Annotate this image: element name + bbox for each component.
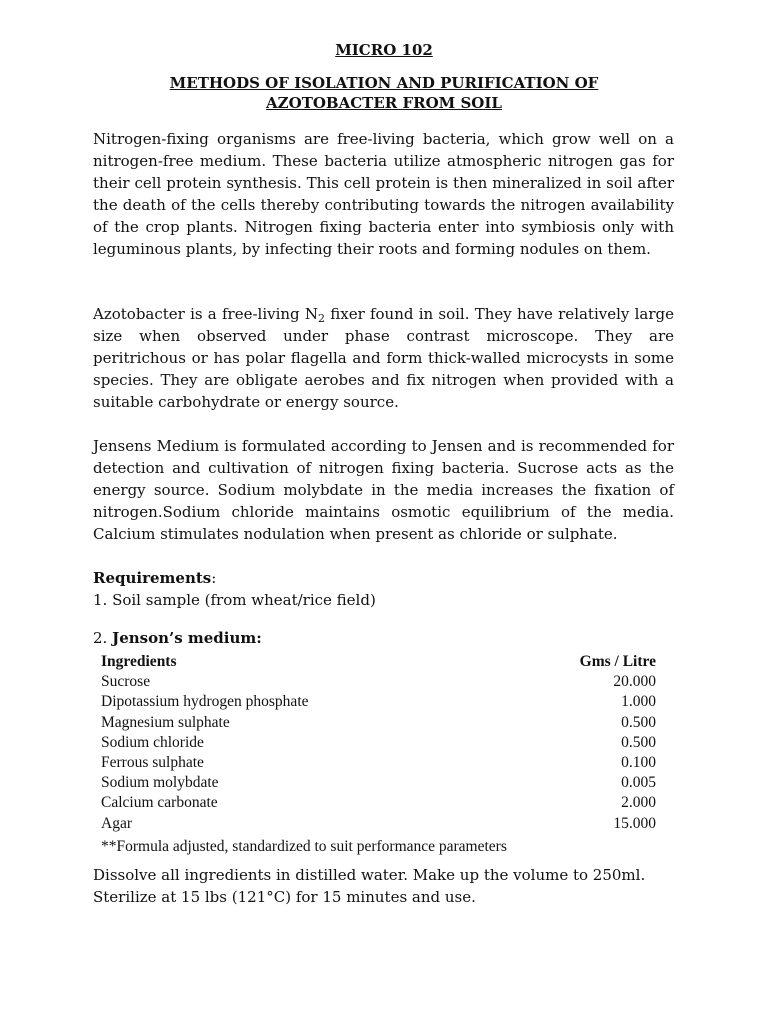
requirements-heading — [93, 567, 216, 589]
ingredient-amount: 2.000 — [621, 794, 656, 812]
ingredient-amount: 15.000 — [613, 814, 656, 832]
document-title — [0, 73, 768, 113]
ingredient-name: Magnesium sulphate — [101, 713, 230, 731]
p2-text-after: fixer found in soil. They have relatively large size when observed under phase contrast microscope. They are peritrichous or has polar flagella and form thick-walled microcysts in some species. They are obligate aerobes and fix nitrogen when provided with a suitable carbohydrate or energy source. — [93, 305, 674, 411]
requirement-item-2-number: 2. — [93, 629, 113, 647]
ingredient-name: Sodium chloride — [101, 733, 204, 751]
instructions-paragraph — [93, 864, 683, 908]
ingredient-name: Ferrous sulphate — [101, 753, 204, 771]
title-line-2: AZOTOBACTER FROM SOIL — [266, 94, 502, 112]
requirement-item-2 — [93, 627, 262, 649]
requirements-colon: : — [211, 569, 217, 587]
ingredient-name: Sucrose — [101, 673, 151, 691]
ingredient-amount: 0.005 — [621, 774, 656, 792]
table-row — [101, 814, 656, 834]
formula-note: **Formula adjusted, standardized to suit performance parameters — [101, 838, 507, 855]
ingredient-name: Agar — [101, 814, 132, 832]
instructions-line-2: Sterilize at 15 lbs (121°C) for 15 minutes and use. — [93, 888, 476, 906]
table-row — [101, 793, 656, 813]
requirements-label: Requirements — [93, 569, 212, 587]
azotobacter-paragraph — [93, 303, 674, 413]
table-row — [101, 713, 656, 733]
requirement-item-1: 1. Soil sample (from wheat/rice field) — [93, 591, 376, 609]
p2-text-before: Azotobacter is a free-living N — [93, 305, 318, 323]
medium-composition-table — [101, 652, 656, 834]
requirement-item-2-label: Jenson’s medium: — [112, 629, 262, 647]
table-row — [101, 692, 656, 712]
ingredient-amount: 0.500 — [621, 733, 656, 751]
amount-column-header: Gms / Litre — [579, 653, 656, 670]
intro-paragraph: Nitrogen-fixing organisms are free-living bacteria, which grow well on a nitrogen-free medium. These bacteria utilize atmospheric nitrogen gas for their cell protein synthesis. This cell protein is then mineralized in soil after the death of the cells thereby contributing towards the nitrogen availability of the crop plants. Nitrogen fixing bacteria enter into symbiosis only with leguminous plants, by infecting their roots and forming nodules on them. — [93, 130, 674, 258]
jensens-medium-paragraph: Jensens Medium is formulated according to Jensen and is recommended for detection and cultivation of nitrogen fixing bacteria. Sucrose acts as the energy source. Sodium molybdate in the media increases the fixation of nitrogen.Sodium chloride maintains osmotic equilibrium of the media. Calcium stimulates nodulation when present as chloride or sulphate. — [93, 437, 674, 543]
table-header-row — [101, 652, 656, 672]
ingredient-name: Dipotassium hydrogen phosphate — [101, 693, 309, 711]
ingredient-amount: 20.000 — [613, 673, 656, 691]
table-row — [101, 753, 656, 773]
ingredient-amount: 0.100 — [621, 753, 656, 771]
table-row — [101, 773, 656, 793]
title-line-1: METHODS OF ISOLATION AND PURIFICATION OF — [169, 74, 599, 92]
nitrogen-subscript: 2 — [318, 312, 325, 325]
ingredient-name: Sodium molybdate — [101, 774, 219, 792]
ingredient-amount: 0.500 — [621, 713, 656, 731]
instructions-line-1: Dissolve all ingredients in distilled water. Make up the volume to 250ml. — [93, 866, 646, 884]
table-row — [101, 733, 656, 753]
ingredient-name: Calcium carbonate — [101, 794, 218, 812]
ingredients-column-header: Ingredients — [101, 653, 177, 670]
ingredient-amount: 1.000 — [621, 693, 656, 711]
table-row — [101, 672, 656, 692]
course-code: MICRO 102 — [335, 41, 433, 59]
